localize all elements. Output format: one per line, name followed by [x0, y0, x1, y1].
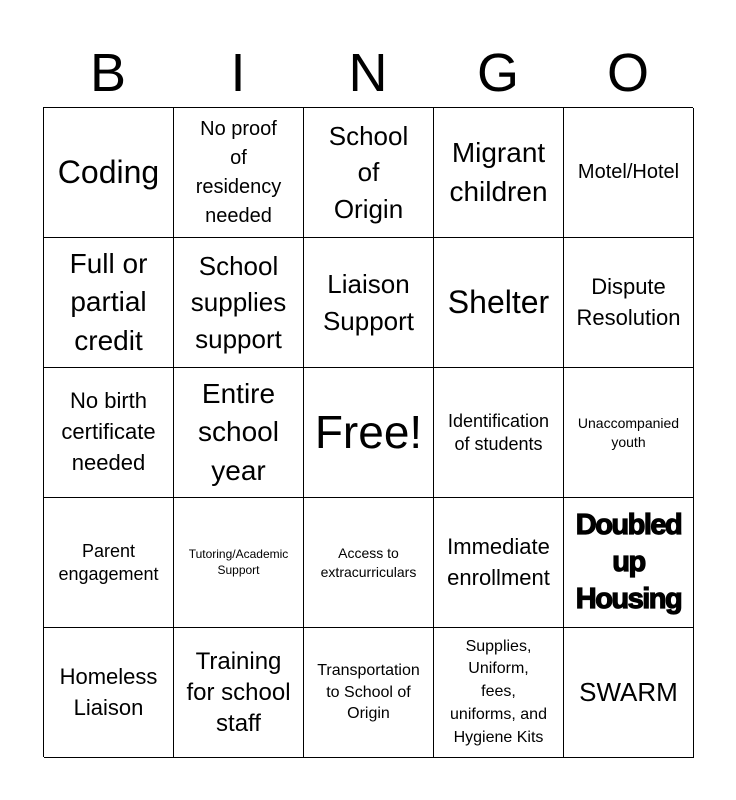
bingo-cell-r3c2[interactable]	[174, 368, 304, 498]
bingo-cell-r1c5[interactable]	[564, 108, 694, 238]
cell-text: Unaccompanied youth	[577, 415, 680, 450]
bingo-cell-r4c1[interactable]	[44, 498, 174, 628]
bingo-grid	[43, 107, 693, 757]
cell-text: Entire school year	[198, 377, 279, 486]
cell-text: School of Origin	[328, 120, 409, 224]
cell-text: Migrant children	[449, 136, 548, 207]
cell-text: Homeless Liaison	[59, 663, 158, 720]
header-letter-o: O	[606, 43, 649, 103]
cell-text: Tutoring/Academic Support	[188, 546, 289, 577]
cell-text: No birth certificate needed	[61, 388, 156, 475]
cell-text: Liaison Support	[322, 269, 415, 336]
bingo-cell-r1c4[interactable]	[434, 108, 564, 238]
bingo-cell-r2c5[interactable]	[564, 238, 694, 368]
cell-text: Shelter	[447, 284, 550, 321]
bingo-cell-r4c5[interactable]	[564, 498, 694, 628]
header-letter-b: B	[89, 43, 127, 103]
bingo-cell-r2c2[interactable]	[174, 238, 304, 368]
bingo-header	[43, 38, 693, 108]
bingo-cell-r5c1[interactable]	[44, 628, 174, 758]
bingo-cell-r1c2[interactable]	[174, 108, 304, 238]
bingo-cell-r3c3[interactable]	[304, 368, 434, 498]
bingo-cell-r1c1[interactable]	[44, 108, 174, 238]
bingo-cell-r4c2[interactable]	[174, 498, 304, 628]
bingo-cell-r5c5[interactable]	[564, 628, 694, 758]
cell-text: Access to extracurriculars	[320, 545, 417, 580]
cell-text: Doubled up Housing	[575, 508, 682, 616]
cell-text: No proof of residency needed	[195, 117, 282, 227]
header-letter-g: G	[476, 43, 519, 103]
bingo-cell-r5c2[interactable]	[174, 628, 304, 758]
header-letter-n: N	[348, 43, 388, 103]
bingo-cell-r3c5[interactable]	[564, 368, 694, 498]
bingo-cell-r1c3[interactable]	[304, 108, 434, 238]
cell-text: Identification of students	[447, 411, 550, 454]
cell-text: Motel/Hotel	[577, 161, 680, 183]
cell-text: Training for school staff	[186, 647, 291, 738]
bingo-cell-r2c4[interactable]	[434, 238, 564, 368]
bingo-cell-r4c3[interactable]	[304, 498, 434, 628]
bingo-cell-r3c1[interactable]	[44, 368, 174, 498]
bingo-cell-r5c4[interactable]	[434, 628, 564, 758]
bingo-cell-r2c3[interactable]	[304, 238, 434, 368]
bingo-cell-r2c1[interactable]	[44, 238, 174, 368]
cell-text: SWARM	[579, 677, 678, 708]
cell-text: Full or partial credit	[69, 247, 148, 356]
cell-text: Supplies, Uniform, fees, uniforms, and Hygiene Kits	[450, 637, 547, 746]
cell-text: Coding	[57, 154, 160, 191]
header-letter-i: I	[230, 43, 246, 103]
cell-text: Transportation to School of Origin	[317, 662, 420, 723]
bingo-cell-r3c4[interactable]	[434, 368, 564, 498]
cell-text: Dispute Resolution	[576, 273, 681, 330]
cell-text: Immediate enrollment	[447, 533, 550, 590]
cell-text: Parent engagement	[58, 541, 159, 584]
cell-text: School supplies support	[190, 250, 287, 354]
bingo-cell-r4c4[interactable]	[434, 498, 564, 628]
free-space: Free!	[314, 406, 423, 459]
bingo-cell-r5c3[interactable]	[304, 628, 434, 758]
